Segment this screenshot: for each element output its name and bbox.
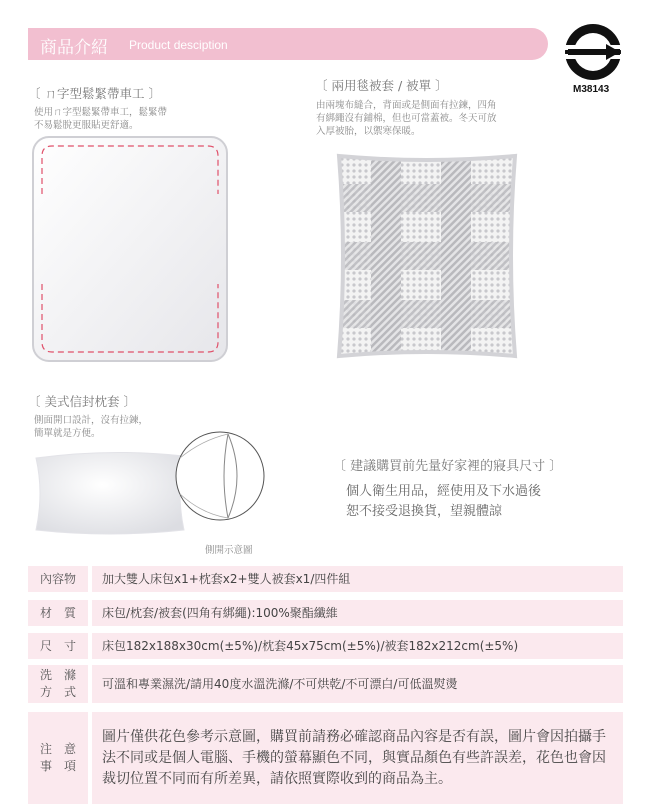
hygiene-notice-text: 個人衛生用品，經使用及下水過後 恕不接受退換貨，望親體諒 bbox=[346, 484, 542, 519]
header-banner bbox=[28, 28, 548, 60]
spec-value: 床包182x188x30cm(±5%)/枕套45x75cm(±5%)/被套182x212cm(±5%) bbox=[92, 633, 623, 659]
spec-label: 材 質 bbox=[28, 600, 88, 626]
spec-row-washing bbox=[28, 665, 623, 703]
spec-value: 可溫和專業濕洗/請用40度水溫洗滌/不可烘乾/不可漂白/可低溫熨燙 bbox=[92, 665, 623, 703]
feature-desc-elastic: 使用ㄇ字型鬆緊帶車工，鬆緊帶 不易鬆脫更服貼更舒適。 bbox=[34, 107, 168, 131]
spec-value: 加大雙人床包x1+枕套x2+雙人被套x1/四件組 bbox=[92, 566, 623, 592]
size-notice-title: 〔 建議購買前先量好家裡的寢具尺寸 〕 bbox=[333, 459, 563, 474]
pillow-diagram-caption: 側開示意圖 bbox=[205, 545, 253, 556]
certification-mark bbox=[560, 22, 630, 100]
pillow-illustration bbox=[30, 448, 190, 538]
spec-value: 圖片僅供花色參考示意圖，購買前請務必確認商品內容是否有誤，圖片會因拍攝手法不同或是個人電腦、手機的螢幕顯色不同，與實品顏色有些許誤差，花色也會因裁切位置不同而有所差異，請依照實際收到的商品為主。 bbox=[92, 712, 623, 804]
feature-title-elastic: 〔 ㄇ字型鬆緊帶車工 〕 bbox=[28, 86, 161, 101]
spec-row-notes bbox=[28, 712, 623, 804]
feature-desc-duvet: 由兩塊布縫合，背面或是側面有拉鍊，四角 有綁繩沒有鋪棉，但也可當蓋被。冬天可放 入厚被胎，以禦寒保暖。 bbox=[316, 100, 497, 137]
fitted-sheet-illustration bbox=[30, 134, 230, 364]
feature-title-duvet: 〔 兩用毯被套 / 被單 〕 bbox=[315, 78, 448, 93]
spec-row-size bbox=[28, 633, 623, 659]
spec-row-contents bbox=[28, 566, 623, 592]
duvet-cover-illustration bbox=[333, 150, 521, 362]
feature-desc-pillow: 側面開口設計，沒有拉鍊， 簡單就是方便。 bbox=[34, 415, 149, 439]
section-subtitle: Product desciption bbox=[129, 38, 228, 52]
spec-label: 內容物 bbox=[28, 566, 88, 592]
spec-label: 尺 寸 bbox=[28, 633, 88, 659]
pillow-side-opening-diagram bbox=[172, 418, 268, 536]
certification-code: M38143 bbox=[573, 84, 610, 95]
bsmi-logo-icon bbox=[560, 22, 630, 84]
feature-title-pillow: 〔 美式信封枕套 〕 bbox=[28, 394, 136, 409]
section-title: 商品介紹 bbox=[40, 38, 108, 58]
spec-label: 洗 滌 方 式 bbox=[28, 665, 88, 703]
spec-row-material bbox=[28, 600, 623, 626]
spec-label: 注 意 事 項 bbox=[28, 712, 88, 804]
spec-value: 床包/枕套/被套(四角有綁繩):100%聚酯纖維 bbox=[92, 600, 623, 626]
